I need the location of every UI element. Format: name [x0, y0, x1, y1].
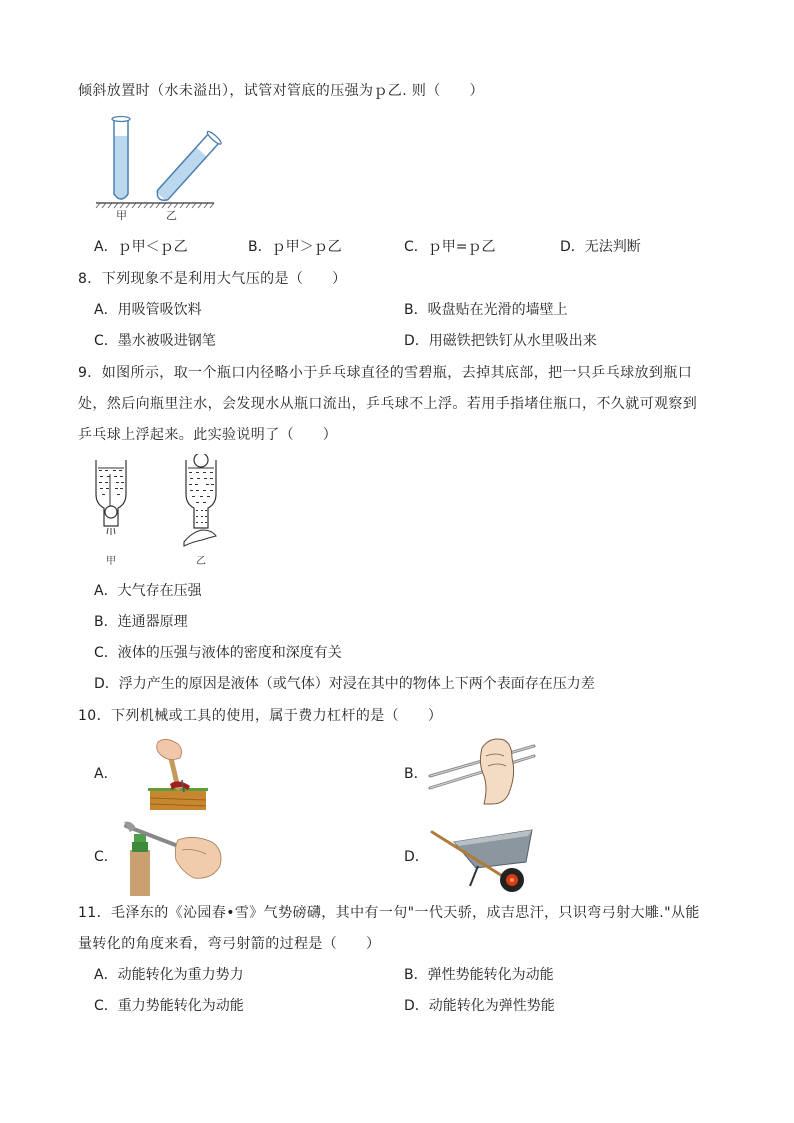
q11-stem-line-2: 量转化的角度来看，弯弓射箭的过程是（ ） [78, 936, 381, 952]
q9-option-a[interactable]: A．大气存在压强 [94, 583, 202, 599]
q8-stem: 8．下列现象不是利用大气压的是（ ） [78, 271, 347, 287]
q10-option-d[interactable]: D． [404, 849, 429, 865]
bottle-label-jia: 甲 [106, 556, 116, 567]
q9-stem-line-1: 9．如图所示，取一个瓶口内径略小于乒乓球直径的雪碧瓶，去掉其底部，把一只乒乓球放到瓶口 [78, 365, 693, 381]
q10-stem: 10．下列机械或工具的使用，属于费力杠杆的是（ ） [78, 708, 443, 724]
q9-option-b[interactable]: B．连通器原理 [94, 614, 188, 630]
q10-hammer-image[interactable] [148, 736, 210, 812]
q9-bottle-figure [88, 454, 238, 572]
q11-option-d[interactable]: D．动能转化为弹性势能 [404, 998, 555, 1014]
q9-option-c[interactable]: C．液体的压强与液体的密度和深度有关 [94, 645, 342, 661]
q10-option-b[interactable]: B． [404, 766, 428, 782]
tube-label-jia: 甲 [116, 209, 127, 222]
q9-option-d[interactable]: D．浮力产生的原因是液体（或气体）对浸在其中的物体上下两个表面存在压力差 [94, 676, 595, 692]
q10-option-c[interactable]: C． [94, 849, 118, 865]
q7-option-a[interactable]: A．ｐ甲＜ｐ乙 [94, 239, 188, 255]
q9-stem-line-2: 处，然后向瓶里注水，会发现水从瓶口流出，乒乓球不上浮。若用手指堵住瓶口，不久就可观察到 [78, 396, 698, 412]
q7-option-c[interactable]: C．ｐ甲=ｐ乙 [404, 239, 496, 255]
q10-bottle-opener-image[interactable] [120, 820, 228, 896]
q7-option-d[interactable]: D．无法判断 [560, 239, 641, 255]
q8-option-b[interactable]: B．吸盘贴在光滑的墙壁上 [404, 302, 568, 318]
q10-wheelbarrow-image[interactable] [428, 820, 540, 896]
q9-stem-line-3: 乒乓球上浮起来。此实验说明了（ ） [78, 427, 338, 443]
q8-option-d[interactable]: D．用磁铁把铁钉从水里吸出来 [404, 333, 597, 349]
q7-stem-tail: 倾斜放置时（水未溢出），试管对管底的压强为ｐ乙. 则（ ） [78, 83, 484, 99]
tube-label-yi: 乙 [166, 209, 177, 222]
q7-option-b[interactable]: B．ｐ甲＞ｐ乙 [248, 239, 342, 255]
q11-option-a[interactable]: A．动能转化为重力势力 [94, 967, 244, 983]
q11-stem-line-1: 11．毛泽东的《沁园春•雪》气势磅礴，其中有一句"一代天骄，成吉思汗，只识弯弓射大雕."从能 [78, 905, 700, 921]
q10-option-a[interactable]: A． [94, 766, 118, 782]
q11-option-c[interactable]: C．重力势能转化为动能 [94, 998, 244, 1014]
bottle-label-yi: 乙 [196, 556, 206, 567]
q8-option-a[interactable]: A．用吸管吸饮料 [94, 302, 202, 318]
q11-option-b[interactable]: B．弹性势能转化为动能 [404, 967, 554, 983]
q8-option-c[interactable]: C．墨水被吸进钢笔 [94, 333, 216, 349]
q10-chopsticks-image[interactable] [426, 734, 538, 806]
q7-test-tubes-figure [92, 112, 222, 224]
